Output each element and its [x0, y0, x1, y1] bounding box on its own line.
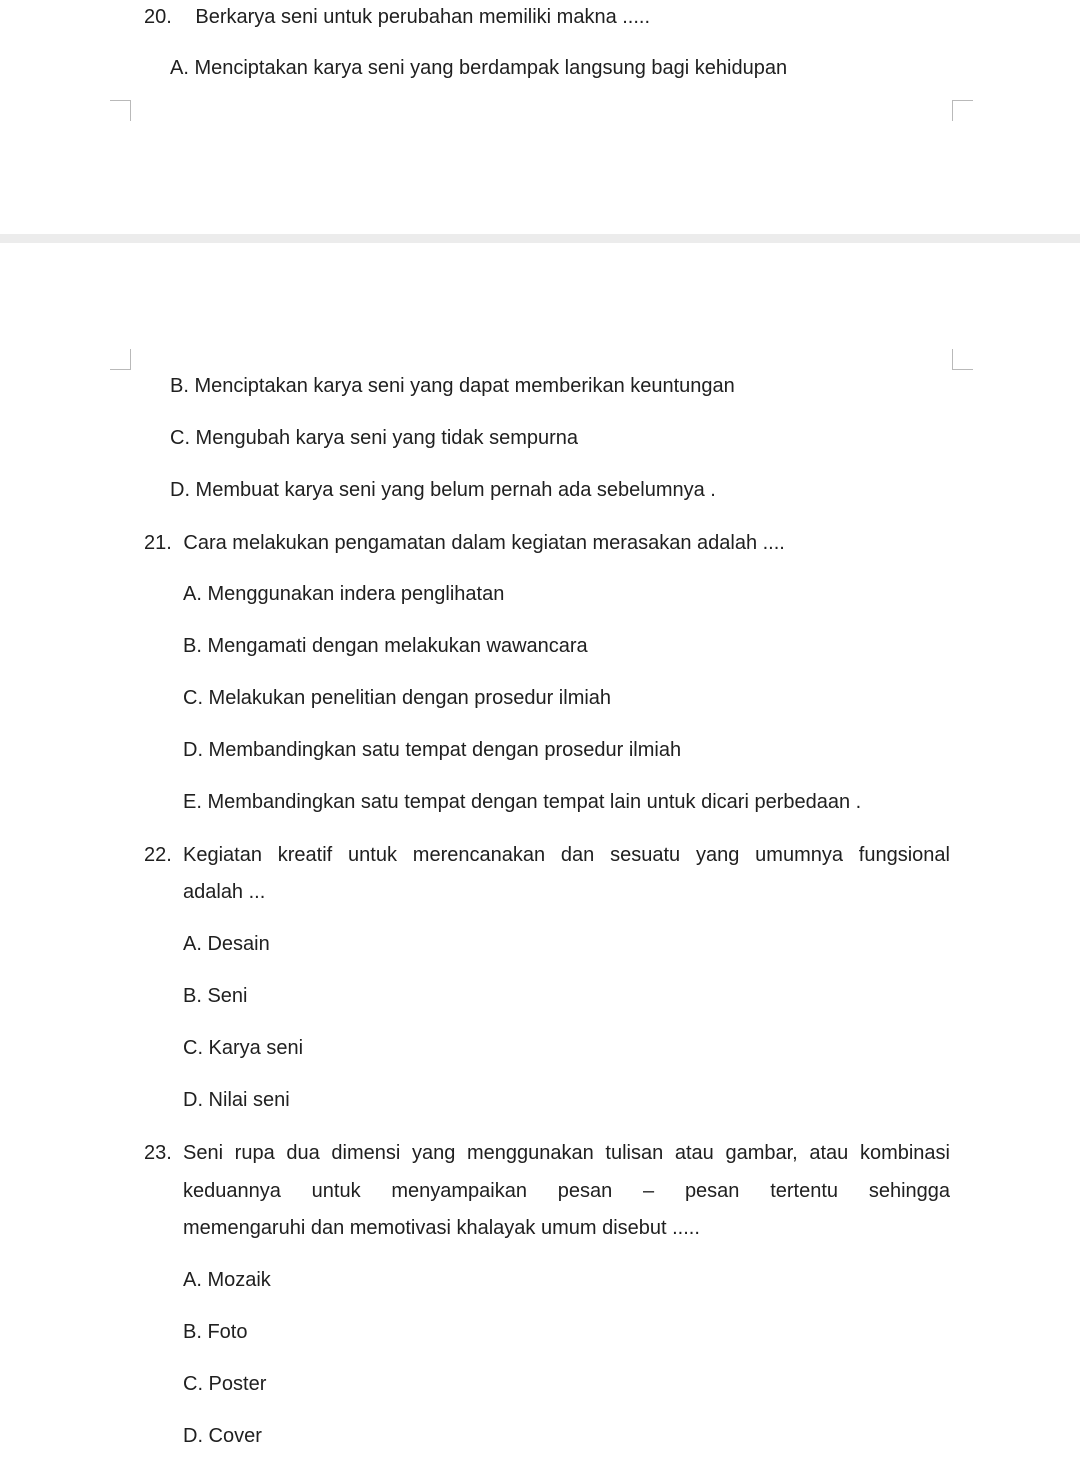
q23-text-line-3: memengaruhi dan memotivasi khalayak umum disebut ..... — [183, 1217, 700, 1239]
q23-option-d: D. Cover — [183, 1425, 262, 1447]
margin-corner-bottom-right — [952, 349, 973, 370]
q21-option-d: D. Membandingkan satu tempat dengan prosedur ilmiah — [183, 739, 682, 761]
q22-text-line-1: Kegiatan kreatif untuk merencanakan dan sesuatu yang umumnya fungsional — [183, 844, 950, 866]
q22-text-line-2: adalah ... — [183, 881, 266, 903]
q22-option-b: B. Seni — [183, 985, 248, 1007]
q21-option-b: B. Mengamati dengan melakukan wawancara — [183, 635, 588, 657]
q20-option-a: A. Menciptakan karya seni yang berdampak langsung bagi kehidupan — [170, 57, 788, 79]
margin-corner-top-left — [110, 100, 131, 121]
q21-option-e: E. Membandingkan satu tempat dengan tempat lain untuk dicari perbedaan . — [183, 791, 862, 813]
q22-option-c: C. Karya seni — [183, 1037, 304, 1059]
q23-number: 23. — [144, 1142, 172, 1164]
q22-option-a: A. Desain — [183, 933, 270, 955]
question-20 — [144, 4, 650, 30]
q23-text-line-2: keduannya untuk menyampaikan pesan – pesan tertentu sehingga — [183, 1180, 950, 1202]
q21-option-a: A. Menggunakan indera penglihatan — [183, 583, 505, 605]
page-1-bottom — [0, 0, 1080, 234]
question-number: 20. — [144, 6, 172, 28]
page-break-gap — [0, 234, 1080, 243]
q23-option-a: A. Mozaik — [183, 1269, 271, 1291]
q20-option-c: C. Mengubah karya seni yang tidak sempurna — [170, 427, 579, 449]
question-text: Cara melakukan pengamatan dalam kegiatan merasakan adalah .... — [183, 532, 785, 554]
q21-option-c: C. Melakukan penelitian dengan prosedur ilmiah — [183, 687, 612, 709]
q20-option-d: D. Membuat karya seni yang belum pernah ada sebelumnya . — [170, 479, 716, 501]
q23-option-c: C. Poster — [183, 1373, 267, 1395]
q23-option-b: B. Foto — [183, 1321, 248, 1343]
q23-text-line-1: Seni rupa dua dimensi yang menggunakan tulisan atau gambar, atau kombinasi — [183, 1142, 950, 1164]
question-number: 21. — [144, 532, 172, 554]
q22-number: 22. — [144, 844, 172, 866]
q20-option-b: B. Menciptakan karya seni yang dapat memberikan keuntungan — [170, 375, 735, 397]
question-text: Berkarya seni untuk perubahan memiliki makna ..... — [195, 6, 651, 28]
q22-option-d: D. Nilai seni — [183, 1089, 290, 1111]
question-21 — [144, 530, 785, 556]
margin-corner-bottom-left — [110, 349, 131, 370]
margin-corner-top-right — [952, 100, 973, 121]
